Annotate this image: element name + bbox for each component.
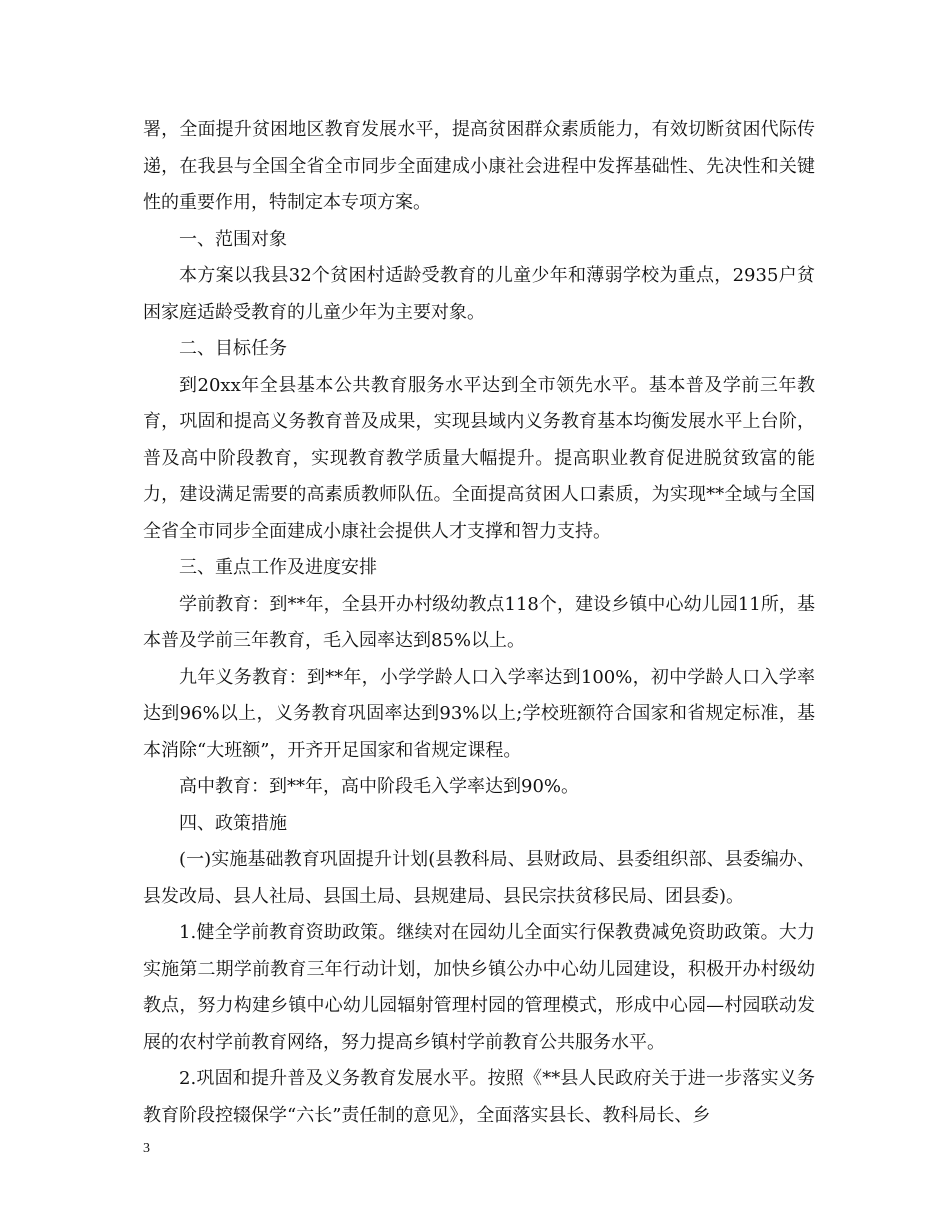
document-body: [143, 112, 815, 1134]
paragraph-policy-1: (一)实施基础教育巩固提升计划(县教科局、县财政局、县委组织部、县委编办、县发改局、县人社局、县国土局、县规建局、县民宗扶贫移民局、团县委)。: [143, 849, 815, 907]
paragraph-scope: 本方案以我县32个贫困村适龄受教育的儿童少年和薄弱学校为重点，2935户贫困家庭适龄受教育的儿童少年为主要对象。: [143, 265, 815, 323]
paragraph-policy-1-2: 2.巩固和提升普及义务教育发展水平。按照《**县人民政府关于进一步落实义务教育阶段控辍保学“六长”责任制的意见》，全面落实县长、教科局长、乡: [143, 1068, 815, 1126]
heading-goals: 二、目标任务: [179, 338, 287, 359]
heading-policy: 四、政策措施: [179, 812, 287, 834]
paragraph-compulsory: 九年义务教育：到**年，小学学龄人口入学率达到100%，初中学龄人口入学率达到96%以上，义务教育巩固率达到93%以上;学校班额符合国家和省规定标准，基本消除“大班额”，开齐开足国家和省规定课程。: [143, 666, 815, 761]
paragraph-goals: 到20xx年全县基本公共教育服务水平达到全市领先水平。基本普及学前三年教育，巩固和提高义务教育普及成果，实现县域内义务教育基本均衡发展水平上台阶，普及高中阶段教育，实现教育教学质量大幅提升。提高职业教育促进脱贫致富的能力，建设满足需要的高素质教师队伍。全面提高贫困人口素质，为实现**全域与全国全省全市同步全面建成小康社会提供人才支撑和智力支持。: [143, 374, 815, 542]
paragraph-preschool: 学前教育：到**年，全县开办村级幼教点118个，建设乡镇中心幼儿园11所，基本普及学前三年教育，毛入园率达到85%以上。: [143, 593, 815, 651]
paragraph-1: 署，全面提升贫困地区教育发展水平，提高贫困群众素质能力，有效切断贫困代际传递，在我县与全国全省全市同步全面建成小康社会进程中发挥基础性、先决性和关键性的重要作用，特制定本专项方案。: [143, 119, 815, 213]
paragraph-high-school: 高中教育：到**年，高中阶段毛入学率达到90%。: [179, 776, 580, 797]
heading-scope: 一、范围对象: [179, 228, 287, 250]
page-number: 3: [143, 1141, 150, 1156]
paragraph-policy-1-1: 1.健全学前教育资助政策。继续对在园幼儿全面实行保教费减免资助政策。大力实施第二期学前教育三年行动计划，加快乡镇公办中心幼儿园建设，积极开办村级幼教点，努力构建乡镇中心幼儿园辐射管理村园的管理模式，形成中心园—村园联动发展的农村学前教育网络，努力提高乡镇村学前教育公共服务水平。: [143, 922, 815, 1053]
heading-key-work: 三、重点工作及进度安排: [179, 557, 377, 578]
